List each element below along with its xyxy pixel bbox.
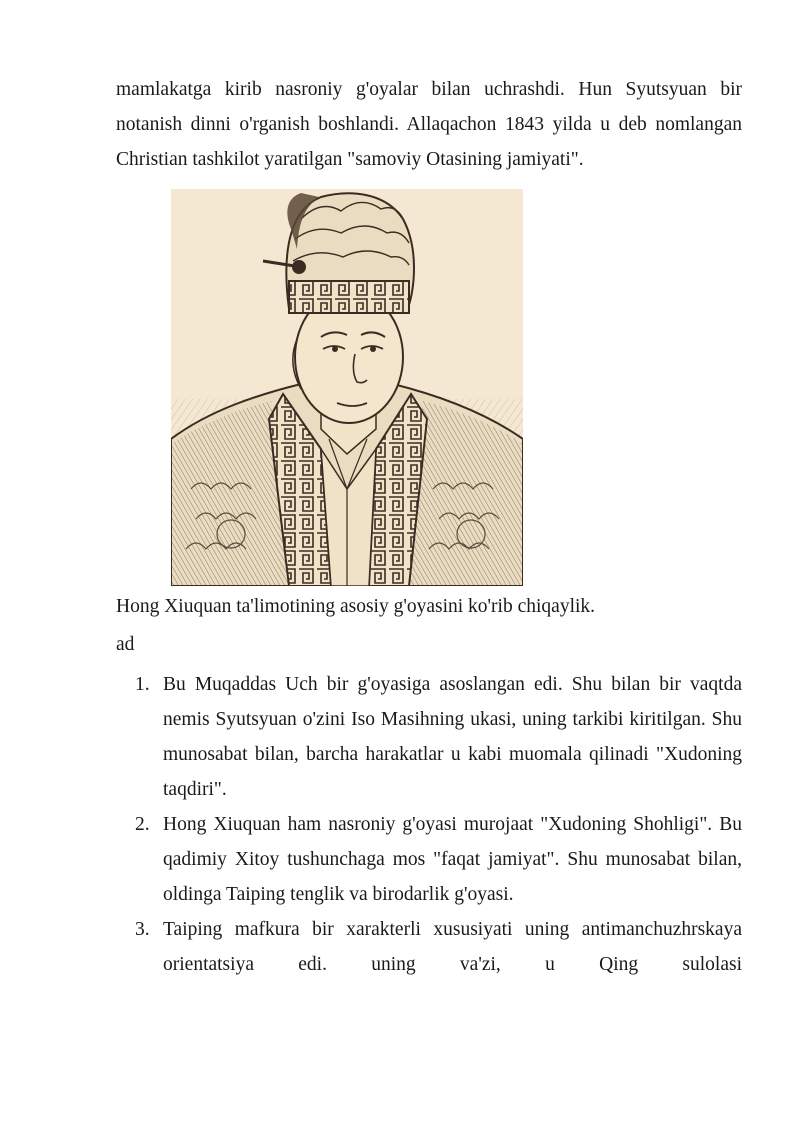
list-item xyxy=(0,807,800,912)
list-item-number: 1. xyxy=(135,674,150,695)
numbered-list xyxy=(0,667,800,982)
list-item xyxy=(0,912,800,982)
intro-paragraph: mamlakatga kirib nasroniy g'oyalar bilan uchrashdi. Hun Syutsyuan bir notanish dinni o'rganish boshlandi. Allaqachon 1843 yilda u deb nomlangan Christian tashkilot yaratilgan "samoviy Otasining jamiyati". xyxy=(116,79,742,170)
list-item-text: Bu Muqaddas Uch bir g'oyasiga asoslangan edi. Shu bilan bir vaqtda nemis Syutsyuan o'zini Iso Masihning ukasi, uning tarkibi kiritilgan. Shu munosabat bilan, barcha harakatlar u kabi muomala qilinadi "Xudoning taqdiri". xyxy=(163,674,742,800)
figure-caption: Hong Xiuquan ta'limotining asosiy g'oyasini ko'rib chiqaylik. xyxy=(116,596,596,617)
stray-text: ad xyxy=(116,634,135,655)
hong-xiuquan-portrait xyxy=(171,189,523,586)
list-item xyxy=(0,667,800,807)
list-item-number: 3. xyxy=(135,919,150,940)
list-item-text: Hong Xiuquan ham nasroniy g'oyasi murojaat "Xudoning Shohligi". Bu qadimiy Xitoy tushunchaga mos "faqat jamiyat". Shu munosabat bilan, oldinga Taiping tenglik va birodarlik g'oyasi. xyxy=(163,814,742,905)
list-item-text: Taiping mafkura bir xarakterli xususiyati uning antimanchuzhrskaya orientatsiya edi. uning va'zi, u Qing sulolasi xyxy=(163,919,742,975)
list-item-number: 2. xyxy=(135,814,150,835)
